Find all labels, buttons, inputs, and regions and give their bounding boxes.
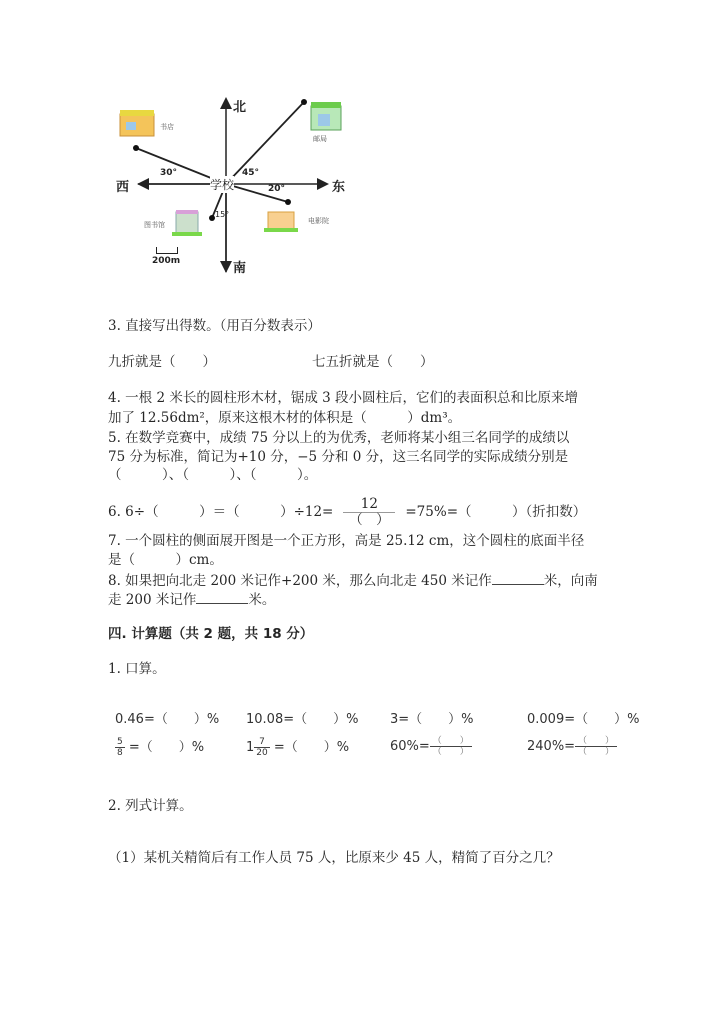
fraction-5-8: $\frac{5}{8}$ [117,737,123,758]
map-label-cinema: 电影院 [308,217,329,225]
angle-label-cinema: 20° [268,184,286,194]
calc-r1-c3: 3=（ ）% [390,712,474,727]
calc-r1-c2: 10.08=（ ）% [246,712,359,727]
q8-line2 [108,589,275,610]
q6-part1: 6. 6÷（ ）＝（ ）÷12= [108,504,334,520]
q4-line1: 4. 一根 2 米长的圆柱形木材，锯成 3 段小圆柱后，它们的表面积总和比原来增 [108,390,579,406]
q6-fraction [343,497,395,528]
calc-r2-c2: 1 $\frac{7}{20}$ =（ ）% [246,737,350,758]
q6-frac-num: 12 [343,497,395,513]
fraction-blank: $\frac{( )}{( )}$ [575,736,617,757]
fraction-7-20: $\frac{7}{20}$ [256,737,268,758]
section4-sub1: 1. 口算。 [108,661,166,677]
map-label-school: 学校 [210,178,235,192]
section4-sub2: 2. 列式计算。 [108,798,193,814]
q8-line1b: 米，向南 [543,573,598,589]
q3-right: 七五折就是（ ） [312,354,434,370]
scale-label: 200m [152,256,181,266]
section4-problem1: （1）某机关精简后有工作人员 75 人，比原来少 45 人，精简了百分之几？ [108,850,560,866]
map-label-east: 东 [332,180,346,195]
map-label-post-office: 邮局 [313,135,327,143]
map-label-north: 北 [233,100,247,115]
calc-r1-c1: 0.46=（ ）% [115,712,220,727]
q8-line1a: 8. 如果把向北走 200 米记作+200 米，那么向北走 450 米记作 [108,573,492,589]
q7-line2: 是（ ）cm。 [108,552,223,568]
direction-map [108,92,358,277]
q5-line1: 5. 在数学竞赛中，成绩 75 分以上的为优秀，老师将某小组三名同学的成绩以 [108,430,570,446]
map-label-bookstore: 书店 [160,123,174,131]
calc-r2-c3: 60%= $\frac{( )}{( )}$ [390,736,472,757]
q4-line2: 加了 12.56dm²，原来这根木材的体积是（ ）dm³。 [108,410,462,426]
q8-blank-2[interactable] [196,589,248,604]
q5-line2: 75 分为标准，简记为+10 分，−5 分和 0 分，这三名同学的实际成绩分别是 [108,449,569,465]
map-label-west: 西 [116,180,130,195]
calc-r2-c4: 240%= $\frac{( )}{( )}$ [527,736,617,757]
q6-part2: =75%=（ ）（折扣数） [405,504,587,520]
map-label-library: 图书馆 [144,221,165,229]
fraction-blank: $\frac{( )}{( )}$ [430,736,472,757]
q8-line2a: 走 200 米记作 [108,592,197,608]
angle-label-bookstore: 30° [160,168,178,178]
q5-line3: （ ）、（ ）、（ ）。 [108,467,318,483]
q8-line2b: 米。 [248,592,276,608]
q3-title: 3. 直接写出得数。（用百分数表示） [108,318,321,334]
q6-frac-den: （ ） [349,512,390,528]
q8-line1 [108,570,598,591]
q6-line [108,496,586,528]
q7-line1: 7. 一个圆柱的侧面展开图是一个正方形，高是 25.12 cm，这个圆柱的底面半径 [108,533,585,549]
angle-label-post-office: 45° [242,168,260,178]
calc-r2-c1: $\frac{5}{8}$ =（ ）% [117,737,205,758]
angle-label-library: 15° [215,210,230,219]
q8-blank-1[interactable] [492,570,544,585]
map-label-south: 南 [233,261,247,276]
q3-left: 九折就是（ ） [108,354,216,370]
scale-bar [156,247,178,254]
calc-r1-c4: 0.009=（ ）% [527,712,640,727]
section4-heading: 四. 计算题（共 2 题，共 18 分） [108,626,314,642]
